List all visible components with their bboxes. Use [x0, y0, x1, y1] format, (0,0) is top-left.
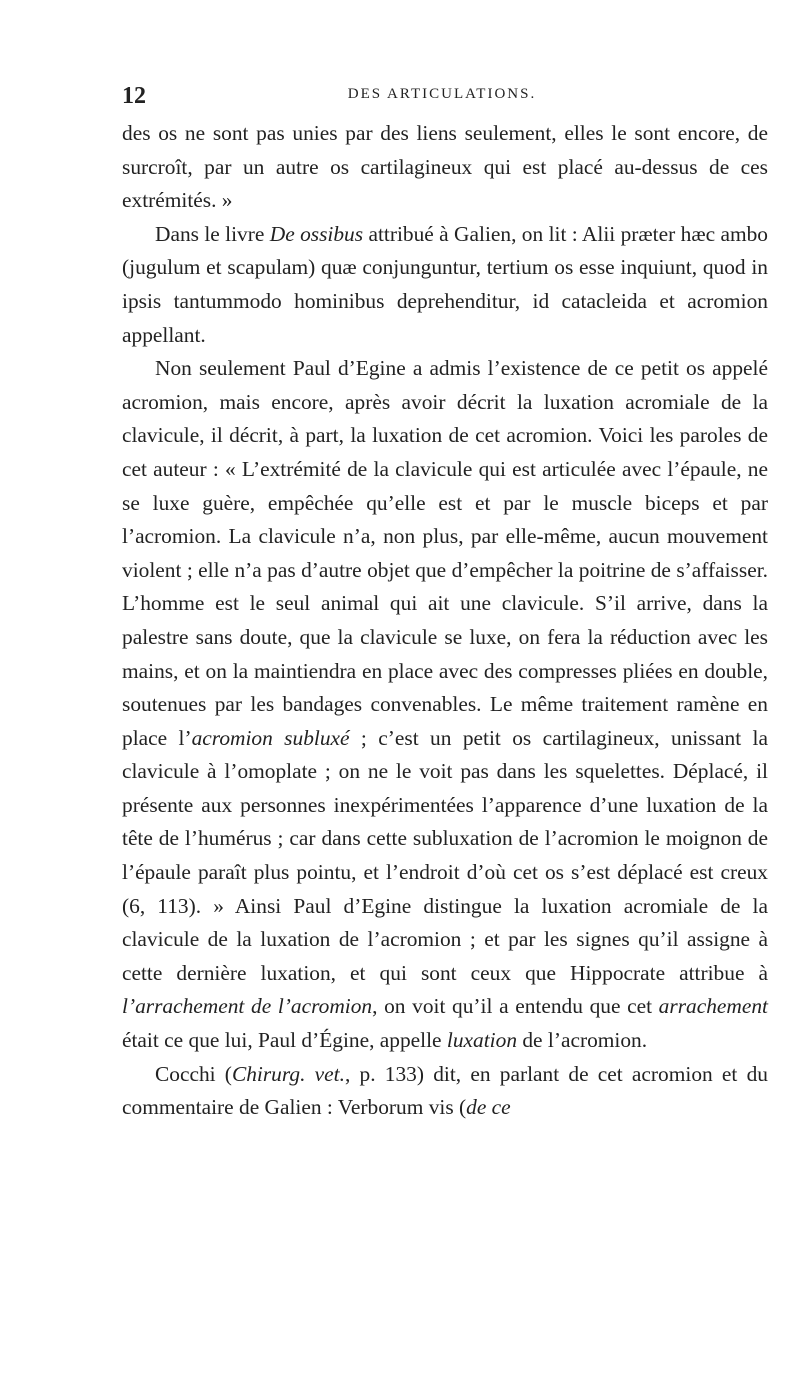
page-header — [122, 83, 762, 113]
italic-run: l’arrachement de l’acromion — [122, 994, 373, 1019]
italic-run: acromion subluxé — [191, 725, 350, 750]
italic-run: De ossibus — [269, 221, 364, 246]
text-run: Dans le livre — [155, 221, 270, 246]
paragraph — [122, 352, 768, 1057]
text-run: , p. 133) dit, en parlant de cet acromion et du commentaire de Galien : Verborum vis ( — [122, 1061, 768, 1120]
paragraph — [122, 218, 768, 352]
text-run: de l’acromion. — [517, 1028, 648, 1053]
text-run: Non seulement Paul d’Egine a admis l’existence de ce petit os appelé acromion, mais encore, après avoir décrit la luxation acromiale de la clavicule, il décrit, à part, la luxation de cet acromion. Voici les paroles de cet auteur : « L’extrémité de la clavicule qui est articulée avec l’épaule, ne se luxe guère, empêchée qu’elle est et par le muscle biceps et par l’acromion. La clavicule n’a, non plus, par elle-même, aucun mouvement violent ; elle n’a pas d’autre objet que d’empêcher la poitrine de s’affaisser. L’homme est le seul animal qui ait une clavicule. S’il arrive, dans la palestre sans doute, que la clavicule se luxe, on fera la réduction avec les mains, et on la maintiendra en place avec des compresses pliées en double, soutenues par les bandages convenables. Le même traitement ramène en place l’ — [122, 356, 768, 750]
italic-run: Chirurg. vet. — [231, 1061, 345, 1086]
italic-run: arrachement — [658, 994, 768, 1019]
text-run: Cocchi ( — [155, 1061, 232, 1086]
text-run: ; c’est un petit os cartilagineux, unissant la clavicule à l’omoplate ; on ne le voit pas dans les squelettes. Déplacé, il présente aux personnes inexpérimentées l’apparence d’une luxation de la tête de l’humérus ; car dans cette subluxation de l’acromion le moignon de l’épaule paraît plus pointu, et l’endroit d’où cet os s’est déplacé est creux (6, 113). » Ainsi Paul d’Egine distingue la luxation acromiale de la clavicule de la luxation de l’acromion ; et par les signes qu’il assigne à cette dernière luxation, et qui sont ceux que Hippocrate attribue à — [122, 725, 768, 985]
italic-run: luxation — [446, 1028, 518, 1053]
paragraph — [122, 117, 768, 218]
text-run: , on voit qu’il a entendu que cet — [372, 994, 659, 1019]
text-run: était ce que lui, Paul d’Égine, appelle — [122, 1028, 447, 1053]
italic-run: de ce — [466, 1095, 511, 1120]
page-number: 12 — [122, 83, 146, 109]
paragraph — [122, 1058, 768, 1125]
body-text — [122, 117, 768, 1125]
text-run: des os ne sont pas unies par des liens seulement, elles le sont encore, de surcroît, par un autre os cartilagineux qui est placé au-dessus de ces extrémités. » — [122, 121, 768, 213]
text-run: attribué à Galien, on lit : Alii præter hæc ambo (jugulum et scapulam) quæ conjunguntur, tertium os esse inquiunt, quod in ipsis tantummodo hominibus deprehenditur, id catacleida et acromion appellant. — [122, 221, 768, 347]
running-head: DES ARTICULATIONS. — [347, 86, 537, 102]
